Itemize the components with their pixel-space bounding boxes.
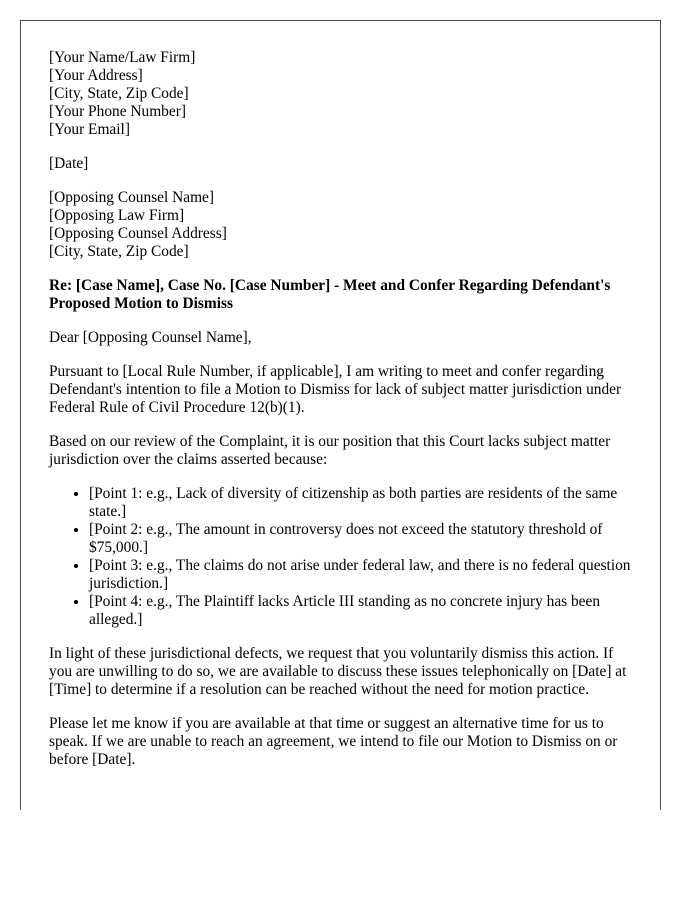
letter-page xyxy=(20,20,661,810)
recipient-firm: [Opposing Law Firm] xyxy=(49,207,185,224)
sender-city-state-zip: [City, State, Zip Code] xyxy=(49,85,189,102)
sender-phone: [Your Phone Number] xyxy=(49,103,186,120)
sender-email: [Your Email] xyxy=(49,121,130,138)
salutation: Dear [Opposing Counsel Name], xyxy=(49,329,252,346)
list-item-point-2: • [Point 2: e.g., The amount in controversy does not exceed the statutory threshold of $75,000.] xyxy=(89,521,639,557)
letter-date: [Date] xyxy=(49,155,89,172)
list-item-point-4: • [Point 4: e.g., The Plaintiff lacks Article III standing as no concrete injury has been alleged.] xyxy=(89,593,639,629)
sender-address: [Your Address] xyxy=(49,67,143,84)
jurisdiction-points-list xyxy=(49,485,639,629)
recipient-address: [Opposing Counsel Address] xyxy=(49,225,227,242)
body-paragraph-4: Please let me know if you are available at that time or suggest an alternative time for us to speak. If we are unable to reach an agreement, we intend to file our Motion to Dismiss on or before [Date]. xyxy=(49,715,618,768)
letter-content xyxy=(49,49,639,785)
body-paragraph-2: Based on our review of the Complaint, it is our position that this Court lacks subject matter jurisdiction over the claims asserted because: xyxy=(49,433,611,468)
body-paragraph-1: Pursuant to [Local Rule Number, if applicable], I am writing to meet and confer regarding Defendant's intention to file a Motion to Dismiss for lack of subject matter jurisdiction under Federal Rule of Civil Procedure 12(b)(1). xyxy=(49,363,622,416)
list-item-point-3: • [Point 3: e.g., The claims do not arise under federal law, and there is no federal question jurisdiction.] xyxy=(89,557,639,593)
date-block xyxy=(49,155,639,173)
sender-name: [Your Name/Law Firm] xyxy=(49,49,196,66)
recipient-address-block xyxy=(49,189,639,261)
recipient-city-state-zip: [City, State, Zip Code] xyxy=(49,243,189,260)
recipient-name: [Opposing Counsel Name] xyxy=(49,189,214,206)
subject-line: Re: [Case Name], Case No. [Case Number] - Meet and Confer Regarding Defendant's Proposed Motion to Dismiss xyxy=(49,277,611,312)
body-paragraph-3: In light of these jurisdictional defects, we request that you voluntarily dismiss this action. If you are unwilling to do so, we are available to discuss these issues telephonically on [Date] at [Time] to determine if a resolution can be reached without the need for motion practice. xyxy=(49,645,627,698)
sender-address-block xyxy=(49,49,639,139)
list-item-point-1: • [Point 1: e.g., Lack of diversity of citizenship as both parties are residents of the same state.] xyxy=(89,485,639,521)
